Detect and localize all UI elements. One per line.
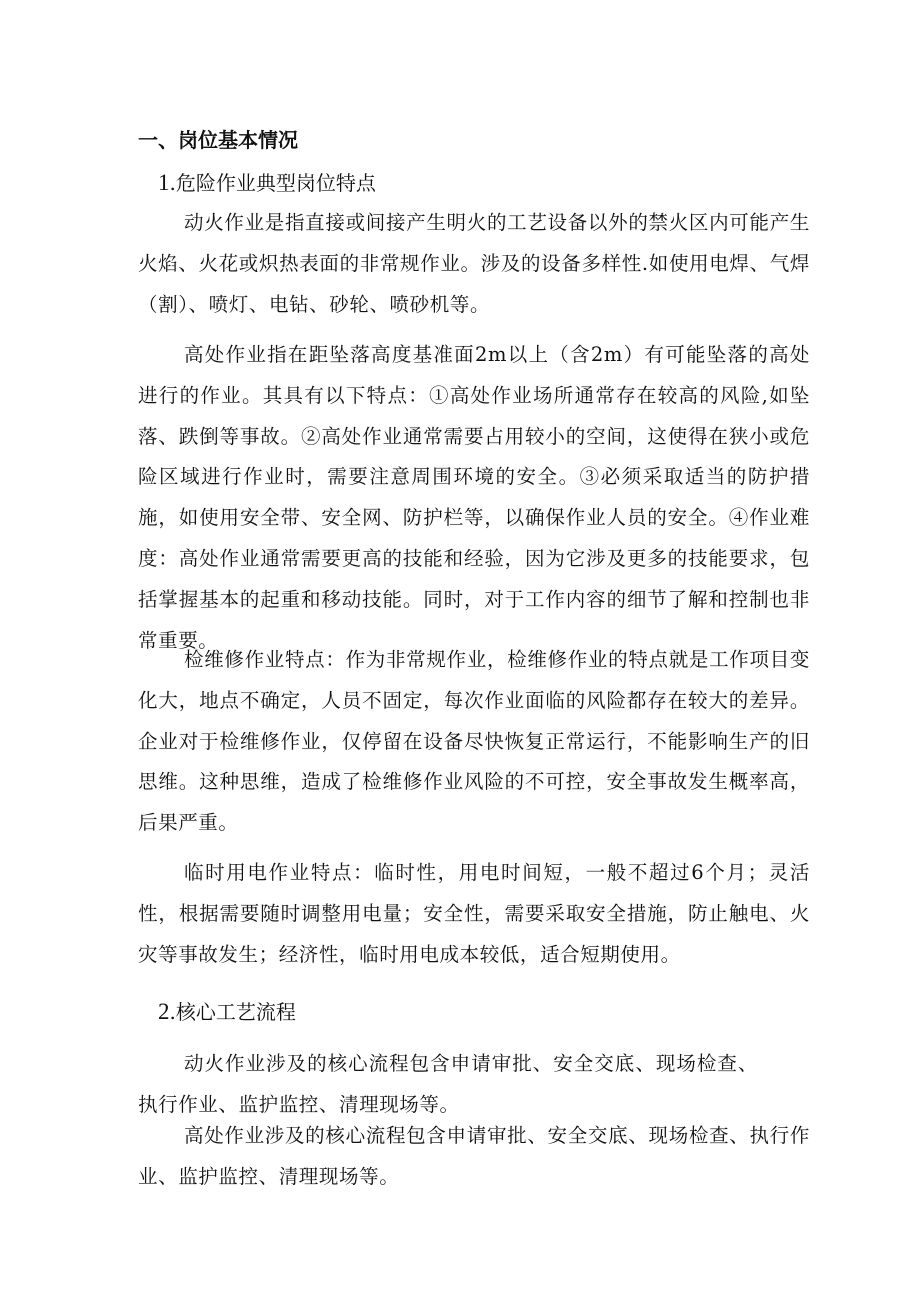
paragraph-hot-work-process: 动火作业涉及的核心流程包含申请审批、安全交底、现场检查、执行作业、监护监控、清理现场等。: [138, 1052, 758, 1116]
subsection-2-title: .核心工艺流程: [169, 1000, 296, 1024]
paragraph-height-work-process: 高处作业涉及的核心流程包含申请审批、安全交底、现场检查、执行作业、监护监控、清理现场等。: [138, 1124, 810, 1188]
subsection-1-number: 1: [158, 170, 170, 195]
subsection-1-heading: [158, 167, 376, 196]
paragraph-work-at-height: 高处作业指在距坠落高度基准面2m以上（含2m）有可能坠落的高处进行的作业。其具有以下特点：①高处作业场所通常存在较高的风险,如坠落、跌倒等事故。②高处作业通常需要占用较小的空间，这使得在狭小或危险区域进行作业时，需要注意周围环境的安全。③必须采取适当的防护措施，如使用安全带、安全网、防护栏等，以确保作业人员的安全。④作业难度：高处作业通常需要更高的技能和经验，因为它涉及更多的技能要求，包括掌握基本的起重和移动技能。同时，对于工作内容的细节了解和控制也非常重要。: [138, 343, 810, 652]
subsection-2-heading: [158, 996, 296, 1025]
subsection-1-title: .危险作业典型岗位特点: [169, 171, 376, 195]
paragraph-hot-work: 动火作业是指直接或间接产生明火的工艺设备以外的禁火区内可能产生火焰、火花或炽热表面的非常规作业。涉及的设备多样性.如使用电焊、气焊（割）、喷灯、电钻、砂轮、喷砂机等。: [138, 211, 810, 316]
paragraph-temporary-power: 临时用电作业特点：临时性，用电时间短，一般不超过6个月；灵活性，根据需要随时调整用电量；安全性，需要采取安全措施，防止触电、火灾等事故发生；经济性，临时用电成本较低，适合短期使用。: [138, 861, 810, 966]
subsection-2-number: 2: [158, 999, 170, 1024]
paragraph-maintenance: 检维修作业特点：作为非常规作业，检维修作业的特点就是工作项目变化大，地点不确定，人员不固定，每次作业面临的风险都存在较大的差异。企业对于检维修作业，仅停留在设备尽快恢复正常运行，不能影响生产的旧思维。这种思维，造成了检维修作业风险的不可控，安全事故发生概率高，后果严重。: [138, 648, 810, 835]
section-heading: 一、岗位基本情况: [138, 128, 298, 152]
